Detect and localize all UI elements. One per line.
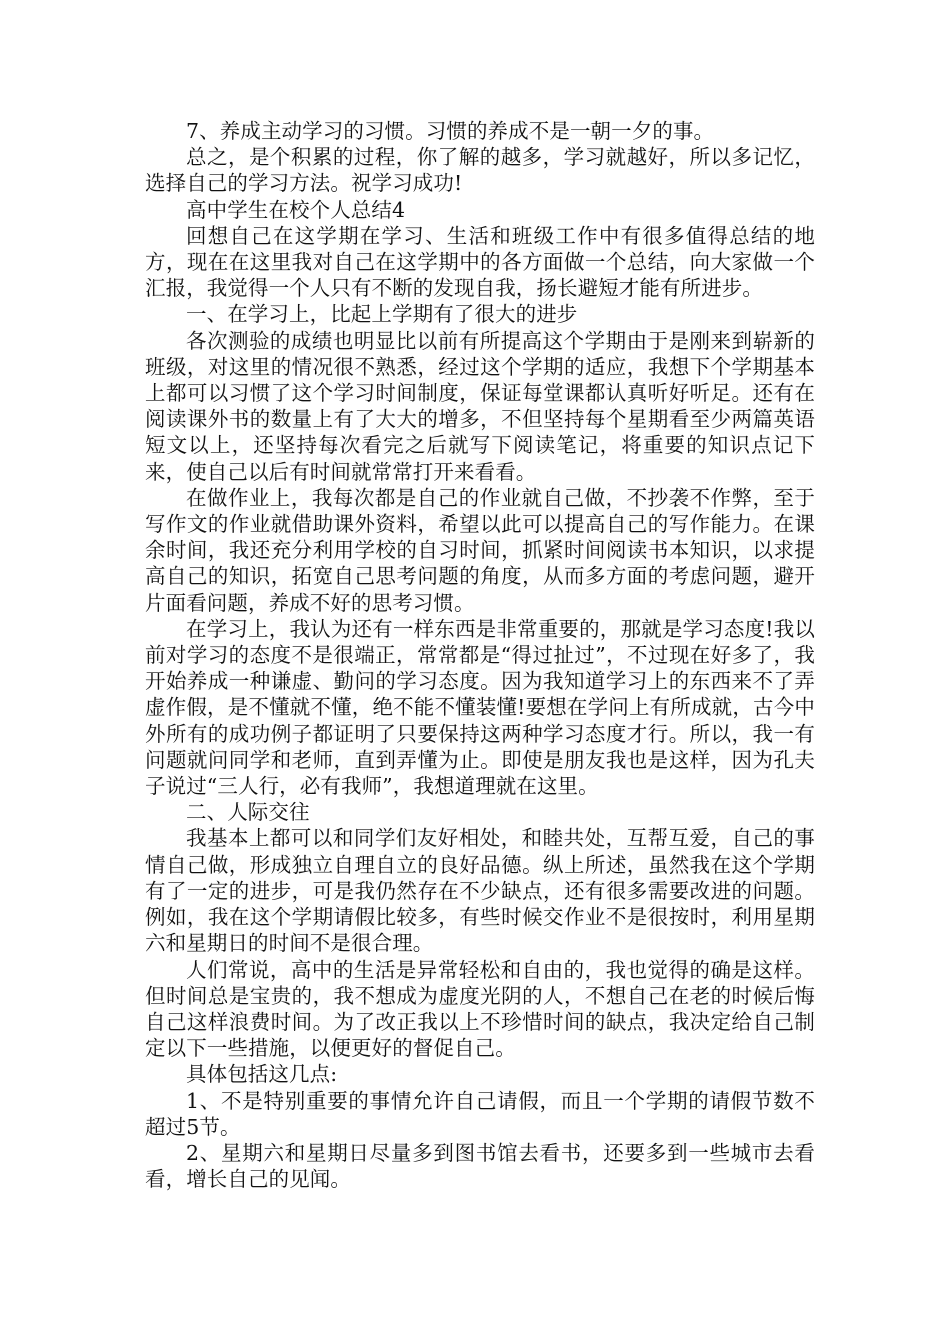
paragraph-relations: 我基本上都可以和同学们友好相处，和睦共处，互帮互爱，自己的事情自己做，形成独立自理自立的良好品德。纵上所述，虽然我在这个学期有了一定的进步，可是我仍然存在不少缺点，还有很多需要改进的问题。例如，我在这个学期请假比较多，有些时候交作业不是很按时，利用星期六和星期日的时间不是很合理。 [145, 826, 815, 956]
paragraph-conclusion: 总之，是个积累的过程，你了解的越多，学习就越好，所以多记忆，选择自己的学习方法。祝学习成功! [145, 145, 815, 196]
paragraph-points-intro: 具体包括这几点: [186, 1062, 338, 1087]
list-item-1: 1、不是特别重要的事情允许自己请假，而且一个学期的请假节数不超过5节。 [145, 1088, 815, 1139]
paragraph-tests: 各次测验的成绩也明显比以前有所提高这个学期由于是刚来到崭新的班级，对这里的情况很不熟悉，经过这个学期的适应，我想下个学期基本上都可以习惯了这个学习时间制度，保证每堂课都认真听好听足。还有在阅读课外书的数量上有了大大的增多，不但坚持每个星期看至少两篇英语短文以上，还坚持每次看完之后就写下阅读笔记，将重要的知识点记下来，使自己以后有时间就常常打开来看看。 [145, 328, 815, 484]
paragraph-attitude: 在学习上，我认为还有一样东西是非常重要的，那就是学习态度!我以前对学习的态度不是很端正，常常都是“得过扯过”，不过现在好多了，我开始养成一种谦虚、勤问的学习态度。因为我知道学习上的东西来不了弄虚作假，是不懂就不懂，绝不能不懂装懂!要想在学问上有所成就，古今中外所有的成功例子都证明了只要保持这两种学习态度才行。所以，我一有问题就问同学和老师，直到弄懂为止。即使是朋友我也是这样，因为孔夫子说过“三人行，必有我师”，我想道理就在这里。 [145, 616, 815, 799]
paragraph-time: 人们常说，高中的生活是异常轻松和自由的，我也觉得的确是这样。但时间总是宝贵的，我不想成为虚度光阴的人，不想自己在老的时候后悔自己这样浪费时间。为了改正我以上不珍惜时间的缺点，我决定给自己制定以下一些措施，以便更好的督促自己。 [145, 957, 815, 1061]
heading-study: 一、在学习上，比起上学期有了很大的进步 [186, 302, 578, 327]
heading-relations: 二、人际交往 [186, 800, 310, 825]
section-title-summary-4: 高中学生在校个人总结4 [186, 197, 406, 222]
paragraph-habit-7: 7、养成主动学习的习惯。习惯的养成不是一朝一夕的事。 [186, 119, 715, 143]
paragraph-homework: 在做作业上，我每次都是自己的作业就自己做，不抄袭不作弊，至于写作文的作业就借助课外资料，希望以此可以提高自己的写作能力。在课余时间，我还充分利用学校的自习时间，抓紧时间阅读书本知识，以求提高自己的知识，拓宽自己思考问题的角度，从而多方面的考虑问题，避开片面看问题，养成不好的思考习惯。 [145, 485, 815, 615]
paragraph-intro: 回想自己在这学期在学习、生活和班级工作中有很多值得总结的地方，现在在这里我对自己在这学期中的各方面做一个总结，向大家做一个汇报，我觉得一个人只有不断的发现自我，扬长避短才能有所进步。 [145, 223, 815, 301]
list-item-2: 2、星期六和星期日尽量多到图书馆去看书，还要多到一些城市去看看，增长自己的见闻。 [145, 1140, 815, 1192]
document-page [145, 118, 815, 1192]
